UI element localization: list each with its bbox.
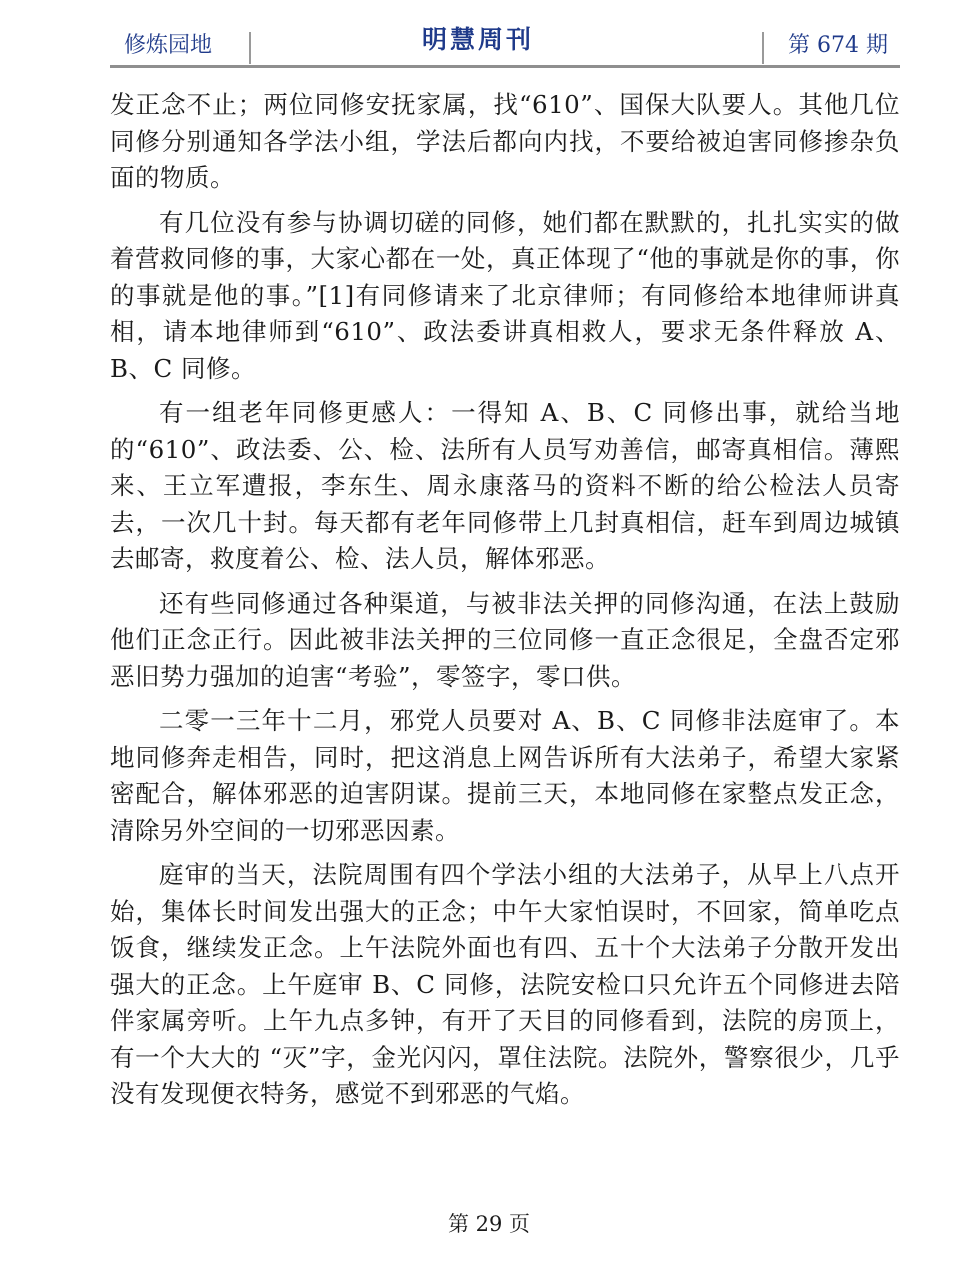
header-divider-right — [762, 32, 764, 64]
page-header — [110, 24, 900, 68]
paragraph-4: 还有些同修通过各种渠道，与被非法关押的同修沟通，在法上鼓励他们正念正行。因此被非法关押的三位同修一直正念很足，全盘否定邪恶旧势力强加的迫害“考验”，零签字，零口供。 — [110, 588, 900, 691]
paragraph-1: 发正念不止；两位同修安抚家属，找“610”、国保大队要人。其他几位同修分别通知各学法小组，学法后都向内找，不要给被迫害同修掺杂负面的物质。 — [110, 90, 900, 192]
publication-title: 明慧周刊 — [422, 25, 535, 54]
paragraph-5: 二零一三年十二月，邪党人员要对 A、B、C 同修非法庭审了。本地同修奔走相告，同时，把这消息上网告诉所有大法弟子，希望大家紧密配合，解体邪恶的迫害阴谋。提前三天，本地同修在家整点发正念，清除另外空间的一切邪恶因素。 — [110, 706, 900, 845]
issue-number: 第 674 期 — [788, 33, 888, 58]
header-rule — [110, 65, 900, 68]
paragraph-6: 庭审的当天，法院周围有四个学法小组的大法弟子，从早上八点开始，集体长时间发出强大的正念；中午大家怕误时，不回家，简单吃点饭食，继续发正念。上午法院外面也有四、五十个大法弟子分散开发出强大的正念。上午庭审 B、C 同修，法院安检口只允许五个同修进去陪伴家属旁听。上午九点多钟，有开了天目的同修看到，法院的房顶上，有一个大大的 “灭”字，金光闪闪，罩住法院。法院外，警察很少，几乎没有发现便衣特务，感觉不到邪恶的气焰。 — [110, 860, 900, 1108]
section-name: 修炼园地 — [124, 33, 213, 58]
paragraph-2: 有几位没有参与协调切磋的同修，她们都在默默的，扎扎实实的做着营救同修的事，大家心都在一处，真正体现了“他的事就是你的事，你的事就是他的事。”[1]有同修请来了北京律师；有同修给本地律师讲真相，请本地律师到“610”、政法委讲真相救人，要求无条件释放 A、B、C 同修。 — [110, 207, 900, 383]
header-divider-left — [249, 32, 251, 64]
page-number: 第 29 页 — [447, 1212, 531, 1236]
article-body — [110, 87, 900, 1121]
paragraph-3: 有一组老年同修更感人：一得知 A、B、C 同修出事，就给当地的“610”、政法委、公、检、法所有人员写劝善信，邮寄真相信。薄熙来、王立军遭报，李东生、周永康落马的资料不断的给公检法人员寄去，一次几十封。每天都有老年同修带上几封真相信，赶车到周边城镇去邮寄，救度着公、检、法人员，解体邪恶。 — [110, 398, 900, 573]
